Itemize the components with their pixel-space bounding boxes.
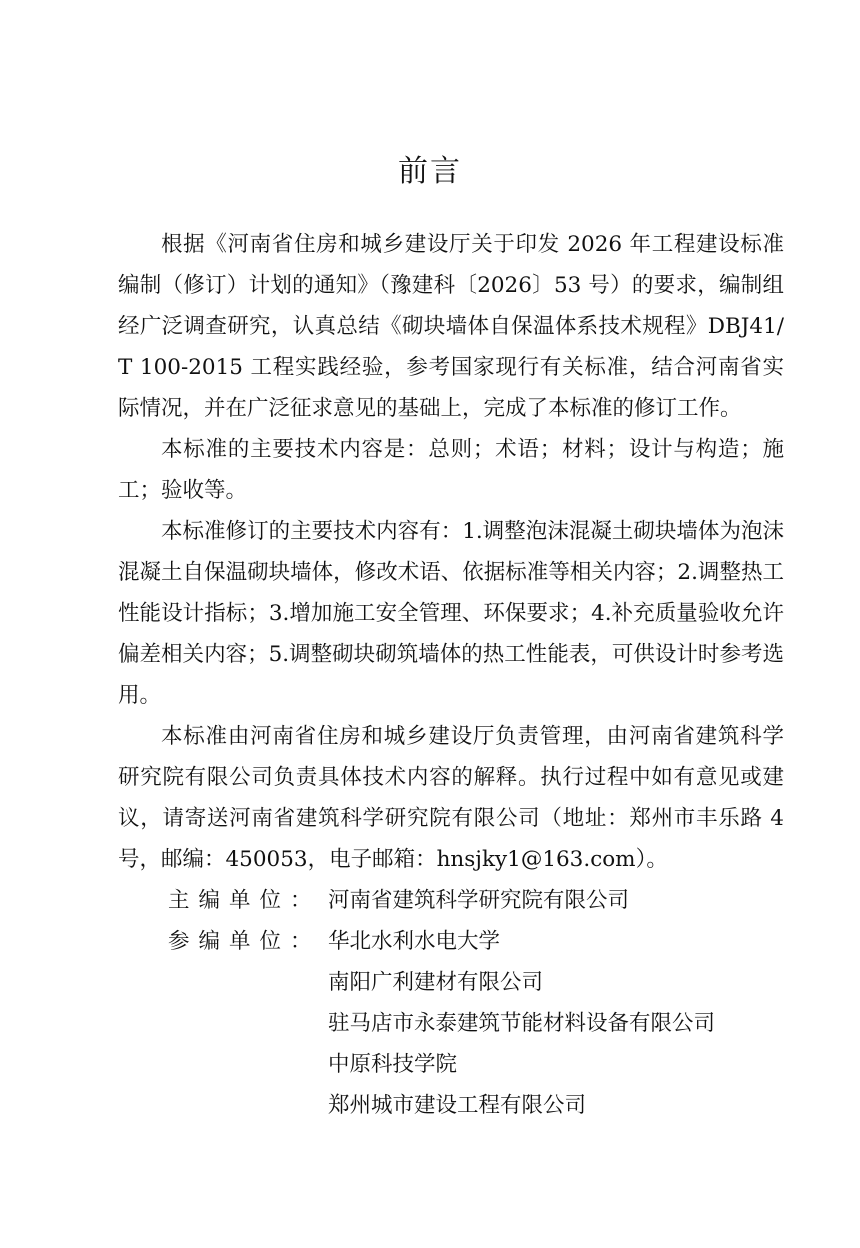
participating-editor-label <box>168 921 328 1126</box>
participating-editor-units <box>328 921 788 1126</box>
chief-editor-label <box>168 880 328 921</box>
editor-units <box>168 880 788 1126</box>
chief-editor-row <box>168 880 788 921</box>
participating-editor-unit-1: 华北水利水电大学 <box>328 929 501 954</box>
participating-editor-row <box>168 921 788 1126</box>
page-title: 前言 <box>398 154 462 189</box>
participating-editor-label-text: 参编单位 <box>168 929 291 954</box>
chief-editor-unit: 河南省建筑科学研究院有限公司 <box>328 888 630 913</box>
chief-editor-label-text: 主编单位 <box>168 888 291 913</box>
preface-paragraph-4: 本标准由河南省住房和城乡建设厅负责管理，由河南省建筑科学研究院有限公司负责具体技术内容的解释。执行过程中如有意见或建议，请寄送河南省建筑科学研究院有限公司（地址：郑州市丰乐路 4 号，邮编：450053，电子邮箱：hnsjky1@163.com）。 <box>118 724 784 872</box>
preface-paragraph-3: 本标准修订的主要技术内容有：1.调整泡沫混凝土砌块墙体为泡沫混凝土自保温砌块墙体，修改术语、依据标准等相关内容；2.调整热工性能设计指标；3.增加施工安全管理、环保要求；4.补充质量验收允许偏差相关内容；5.调整砌块砌筑墙体的热工性能表，可供设计时参考选用。 <box>118 519 784 708</box>
participating-editor-colon: ： <box>290 929 312 954</box>
preface-body <box>118 224 784 880</box>
participating-editor-unit-5: 郑州城市建设工程有限公司 <box>328 1093 587 1118</box>
preface-paragraph-1: 根据《河南省住房和城乡建设厅关于印发 2026 年工程建设标准编制（修订）计划的通知》（豫建科〔2026〕53 号）的要求，编制组经广泛调查研究，认真总结《砌块墙体自保温体系技术规程》DBJ41/T 100-2015 工程实践经验，参考国家现行有关标准，结合河南省实际情况，并在广泛征求意见的基础上，完成了本标准的修订工作。 <box>118 232 784 421</box>
participating-editor-unit-4: 中原科技学院 <box>328 1052 458 1077</box>
chief-editor-colon: ： <box>290 888 312 913</box>
participating-editor-unit-3: 驻马店市永泰建筑节能材料设备有限公司 <box>328 1011 716 1036</box>
preface-paragraph-2: 本标准的主要技术内容是：总则；术语；材料；设计与构造；施工；验收等。 <box>118 437 784 503</box>
participating-editor-unit-2: 南阳广利建材有限公司 <box>328 970 544 995</box>
chief-editor-units <box>328 880 788 921</box>
